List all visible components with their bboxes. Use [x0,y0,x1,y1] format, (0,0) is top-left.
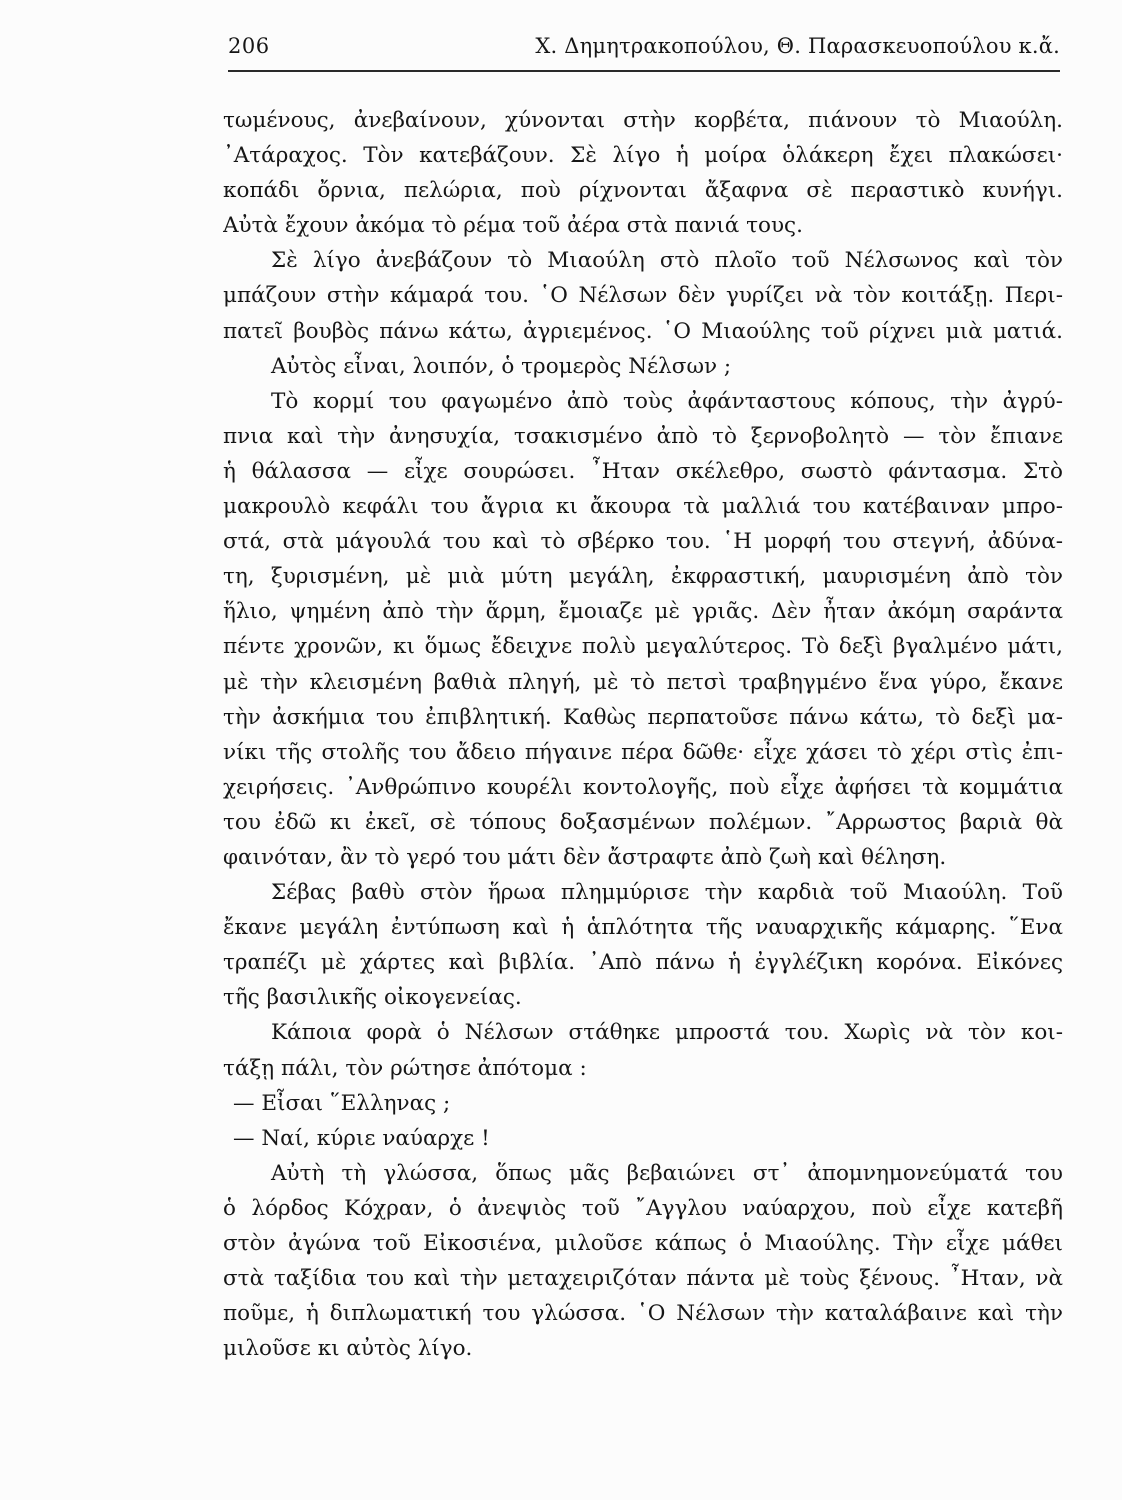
header-title: Χ. Δημητρακοπούλου, Θ. Παρασκευοπούλου κ.ἄ. [535,34,1060,58]
text-line: τῆς βασιλικῆς οἰκογενείας. [223,985,522,1011]
text-line: στά, στὰ μάγουλά του καὶ τὸ σβέρκο του. ῾Η μορφή του στεγνή, ἀδύνα- [223,529,1063,555]
paragraph-start-line: Σέβας βαθὺ στὸν ἥρωα πλημμύρισε τὴν καρδιὰ τοῦ Μιαούλη. Τοῦ [271,880,1063,906]
text-line: ἥλιο, ψημένη ἀπὸ τὴν ἅρμη, ἔμοιαζε μὲ γριᾶς. Δὲν ἦταν ἀκόμη σαράντα [223,599,1063,625]
dialogue-line: — Εἶσαι ῞Ελληνας ; [233,1090,451,1116]
text-line: μπάζουν στὴν κάμαρά του. ῾Ο Νέλσων δὲν γυρίζει νὰ τὸν κοιτάξῃ. Περι- [223,283,1063,309]
page-number: 206 [228,34,270,58]
text-line: τη, ξυρισμένη, μὲ μιὰ μύτη μεγάλη, ἐκφραστική, μαυρισμένη ἀπὸ τὸν [223,564,1063,590]
text-line: ἡ θάλασσα — εἶχε σουρώσει. ῏Ηταν σκέλεθρο, σωστὸ φάντασμα. Στὸ [223,458,1063,484]
text-line: τωμένους, ἀνεβαίνουν, χύνονται στὴν κορβέτα, πιάνουν τὸ Μιαούλη. [223,108,1063,133]
paragraph-start-line: Σὲ λίγο ἀνεβάζουν τὸ Μιαούλη στὸ πλοῖο τοῦ Νέλσωνος καὶ τὸν [271,248,1063,274]
text-line: πέντε χρονῶν, κι ὅμως ἔδειχνε πολὺ μεγαλύτερος. Τὸ δεξὶ βγαλμένο μάτι, [223,634,1063,660]
text-line: στὰ ταξίδια του καὶ τὴν μεταχειριζόταν πάντα μὲ τοὺς ξένους. ῏Ηταν, νὰ [223,1266,1063,1292]
text-line: μὲ τὴν κλεισμένη βαθιὰ πληγή, μὲ τὸ πετσὶ τραβηγμένο ἕνα γύρο, ἔκανε [223,669,1063,695]
text-line: ποῦμε, ἡ διπλωματική του γλώσσα. ῾Ο Νέλσων τὴν καταλάβαινε καὶ τὴν [223,1301,1063,1327]
text-line: πνια καὶ τὴν ἀνησυχία, τσακισμένο ἀπὸ τὸ ξερνοβολητὸ — τὸν ἔπιανε [223,423,1063,449]
paragraph-start-line: Αὐτὸς εἶναι, λοιπόν, ὁ τρομερὸς Νέλσων ; [271,353,732,379]
text-line: ἔκανε μεγάλη ἐντύπωση καὶ ἡ ἁπλότητα τῆς ναυαρχικῆς κάμαρης. ῞Ενα [223,915,1063,941]
text-line: πατεῖ βουβὸς πάνω κάτω, ἀγριεμένος. ῾Ο Μιαούλης τοῦ ρίχνει μιὰ ματιά. [223,318,1063,344]
text-line: κοπάδι ὄρνια, πελώρια, ποὺ ρίχνονται ἄξαφνα σὲ περαστικὸ κυνήγι. [223,178,1063,204]
dialogue-line: — Ναί, κύριε ναύαρχε ! [233,1125,490,1151]
header-rule [228,70,1060,72]
paragraph-start-line: Αὐτὴ τὴ γλώσσα, ὅπως μᾶς βεβαιώνει στ᾿ ἀπομνημονεύματά του [271,1160,1063,1186]
text-line: μιλοῦσε κι αὐτὸς λίγο. [223,1336,473,1362]
body-text [223,103,1063,1366]
text-line: τραπέζι μὲ χάρτες καὶ βιβλία. ᾿Απὸ πάνω ἡ ἐγγλέζικη κορόνα. Εἰκόνες [223,950,1063,976]
text-line: νίκι τῆς στολῆς του ἄδειο πήγαινε πέρα δῶθε· εἶχε χάσει τὸ χέρι στὶς ἐπι- [223,739,1063,765]
text-line: στὸν ἀγώνα τοῦ Εἰκοσιένα, μιλοῦσε κάπως ὁ Μιαούλης. Τὴν εἶχε μάθει [223,1231,1063,1256]
text-line: τάξῃ πάλι, τὸν ρώτησε ἀπότομα : [223,1055,587,1081]
text-line: του ἐδῶ κι ἐκεῖ, σὲ τόπους δοξασμένων πολέμων. ῎Αρρωστος βαριὰ θὰ [223,809,1063,835]
text-line: Αὐτὰ ἔχουν ἀκόμα τὸ ρέμα τοῦ ἀέρα στὰ πανιά τους. [223,213,803,239]
text-line: ᾿Ατάραχος. Τὸν κατεβάζουν. Σὲ λίγο ἡ μοίρα ὁλάκερη ἔχει πλακώσει· [223,143,1063,169]
text-line: μακρουλὸ κεφάλι του ἄγρια κι ἄκουρα τὰ μαλλιά του κατέβαιναν μπρο- [223,494,1063,520]
paragraph-start-line: Κάποια φορὰ ὁ Νέλσων στάθηκε μπροστά του. Χωρὶς νὰ τὸν κοι- [271,1020,1063,1046]
running-header [228,34,1060,66]
text-line: χειρήσεις. ᾿Ανθρώπινο κουρέλι κοντολογῆς, ποὺ εἶχε ἀφήσει τὰ κομμάτια [223,774,1063,800]
paragraph-start-line: Τὸ κορμί του φαγωμένο ἀπὸ τοὺς ἀφάνταστους κόπους, τὴν ἀγρύ- [271,388,1063,414]
text-line: ὁ λόρδος Κόχραν, ὁ ἀνεψιὸς τοῦ ῎Αγγλου ναύαρχου, ποὺ εἶχε κατεβῆ [223,1195,1063,1221]
text-line: φαινόταν, ἂν τὸ γερό του μάτι δὲν ἄστραφτε ἀπὸ ζωὴ καὶ θέληση. [223,844,947,870]
text-line: τὴν ἀσκήμια του ἐπιβλητική. Καθὼς περπατοῦσε πάνω κάτω, τὸ δεξὶ μα- [223,704,1063,730]
